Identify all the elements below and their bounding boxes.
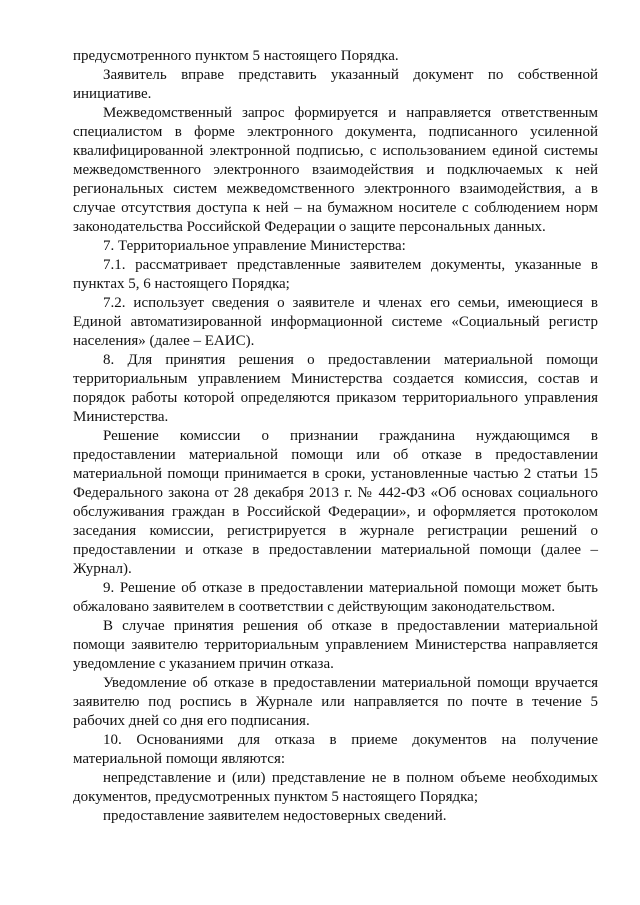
paragraph-interagency-request: Межведомственный запрос формируется и направляется ответственным специалистом в форме электронного документа, подписанного усиленной квалифицированной электронной подписью, с использованием единой системы межведомственного электронного взаимодействия и подключаемых к ней региональных систем межведомственного электронного взаимодействия, а в случае отсутствия доступа к ней – на бумажном носителе с соблюдением норм законодательства Российской Федерации о защите персональных данных. xyxy=(73,105,598,235)
paragraph-commission-decision: Решение комиссии о признании гражданина нуждающимся в предоставлении материальной помощи или об отказе в предоставлении материальной помощи принимается в сроки, установленные частью 2 статьи 15 Федерального закона от 28 декабря 2013 г. № 442-ФЗ «Об основах социального обслуживания граждан в Российской Федерации», и оформляется протоколом заседания комиссии, регистрируется в журнале регистрации решений о предоставлении и отказе в предоставлении материальной помощи (далее – Журнал). xyxy=(73,428,598,577)
paragraph-item-8: 8. Для принятия решения о предоставлении материальной помощи территориальным управлением Министерства создается комиссия, состав и порядок работы которой определяются приказом территориального управления Министерства. xyxy=(73,352,598,425)
paragraph-continuation: предусмотренного пунктом 5 настоящего Порядка. xyxy=(73,48,399,64)
paragraph-item-7-1: 7.1. рассматривает представленные заявителем документы, указанные в пунктах 5, 6 настоящего Порядка; xyxy=(73,257,598,292)
paragraph-refusal-notice: В случае принятия решения об отказе в предоставлении материальной помощи заявителю территориальным управлением Министерства направляется уведомление с указанием причин отказа. xyxy=(73,618,598,672)
paragraph-item-7: 7. Территориальное управление Министерства: xyxy=(103,238,406,254)
paragraph-item-7-2: 7.2. использует сведения о заявителе и членах его семьи, имеющиеся в Единой автоматизированной информационной системе «Социальный регистр населения» (далее – ЕАИС). xyxy=(73,295,598,349)
paragraph-ground-incomplete-documents: непредставление и (или) представление не в полном объеме необходимых документов, предусмотренных пунктом 5 настоящего Порядка; xyxy=(73,770,598,805)
paragraph-item-10: 10. Основаниями для отказа в приеме документов на получение материальной помощи являются: xyxy=(73,732,598,767)
paragraph-applicant-initiative: Заявитель вправе представить указанный документ по собственной инициативе. xyxy=(73,67,598,102)
paragraph-item-9: 9. Решение об отказе в предоставлении материальной помощи может быть обжаловано заявителем в соответствии с действующим законодательством. xyxy=(73,580,598,615)
paragraph-notice-delivery: Уведомление об отказе в предоставлении материальной помощи вручается заявителю под роспись в Журнале или направляется по почте в течение 5 рабочих дней со дня его подписания. xyxy=(73,675,598,729)
document-body xyxy=(73,47,598,826)
paragraph-ground-false-information: предоставление заявителем недостоверных сведений. xyxy=(103,808,447,824)
